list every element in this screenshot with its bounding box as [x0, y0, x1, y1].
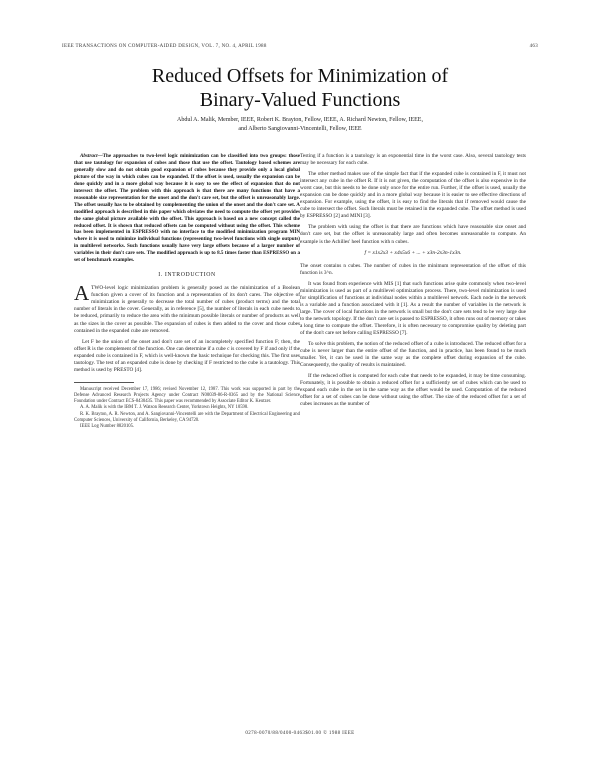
intro-paragraph-2: Let F be the union of the onset and don't care set of an incompletely specified function F; then, the offset R is the complement of the function. One can determine if a cube c is covered by F if and only if the expanded cube is contained in F, which is well-known the basic technique for checking this. The first uses tautology. The test of an expanded cube is done by checking if F restricted to the cube is a tautology. This method is used by PRESTO [4]. — [74, 338, 300, 373]
author-block — [100, 116, 500, 134]
intro-p1-text: TWO-level logic minimization problem is generally posed as the minimization of a Boolean function given a cover of its function and a representation of its don't cares. The objective of minimization is generally to decrease the total number of cubes (product terms) and the total number of literals in the cover. Generally, as in reference [5], the number of literals in each cube needs to be reduced, primarily to reduce the area with the minimum possible literals or number of products as well as the sizes in the cover as possible. The expansion of cubes is then added to the cover and those cubes contained in the expanded cube are removed. — [74, 285, 300, 334]
footnote-received: Manuscript received December 17, 1986; revised November 12, 1987. This work was supported in part by the Defense Advanced Research Projects Agency under Contract N00039-86-R-0365 and by the National Science Foundation under Contract ECS-8430435. This paper was recommended by Associate Editor K. Keutzer. — [74, 386, 300, 405]
left-column — [74, 153, 300, 430]
page-number: 463 — [529, 44, 538, 49]
equation: f = x1x2x3 + x4x5x6 + ... + x3n-2x3n-1x3n. — [364, 249, 462, 256]
right-column — [300, 153, 526, 413]
drop-cap: A — [74, 281, 90, 306]
authors-line-2: and Alberto Sangiovanni-Vincentelli, Fellow, IEEE — [238, 126, 362, 132]
authors-line-1: Abdul A. Malik, Member, IEEE, Robert K. Brayton, Fellow, IEEE, A. Richard Newton, Fellow, IEEE, — [177, 117, 423, 123]
introduction — [74, 281, 300, 374]
right-paragraph-3: The problem with using the offset is that there are functions which have reasonable size onset and don't care set, but the offset is unreasonably large and often becomes unreasonable to compute. An example is the Achilles' heel function with n cubes. — [300, 224, 526, 245]
section-heading: I. INTRODUCTION — [158, 272, 216, 279]
footnote-berkeley: R. K. Brayton, A. R. Newton, and A. Sangiovanni-Vincentelli are with the Department of Electrical Engineering and Computer Sciences, University of California, Berkeley, CA 94720. — [74, 411, 300, 423]
right-paragraph-2: The other method makes use of the simple fact that if the expanded cube is contained in F, it must not intersect any cube in the offset R. If it is not given, the computation of the offset is also expensive in the worst case, but this needs to be done only once for the entire run. Further, if the offset is used, usually the expansion can be done quickly and in a more global way because it is easier to see effective directions of expansion. For example, using the offset, it is easy to find the literals that if removed would cause the cube to intersect the offset. Such literals must be retained in the expanded cube. The offset method is used by ESPRESSO [2] and MINI [3]. — [300, 171, 526, 220]
right-paragraph-4: The onset contains n cubes. The number of cubes in the minimum representation of the offset of this function is 3^n. — [300, 262, 526, 276]
footnote-log-number: IEEE Log Number 8820105. — [80, 424, 135, 430]
right-paragraph-5: It was found from experience with MIS [1] that such functions arise quite commonly when two-level minimization is used as part of a multilevel optimization process. There, two-level minimization is used for simplification of functions at individual nodes within a multilevel network. Each node in the network is a variable and a function associated with it [1]. As a result the number of variables in the network is large. The cover of local functions in the network is small but the don't care sets tend to be very large due to the network topology. If the don't care set is passed to ESPRESSO, it often runs out of memory or takes a long time to compute the offset. Therefore, it is often necessary to compromise quality by deleting part of the don't care set before calling ESPRESSO [7]. — [300, 280, 526, 337]
running-header — [62, 44, 538, 49]
paper-title — [0, 64, 600, 112]
title-line-2: Binary-Valued Functions — [199, 89, 401, 111]
footnote-malik: A. A. Malik is with the IBM T. J. Watson Research Center, Yorktown Heights, NY 10598. — [80, 405, 249, 411]
abstract-text: —The approaches to two-level logic minimization can be classified into two groups: those that use tautology for expansion of cubes and those that use the offset. Tautology based schemes are generally slow and do not obtain good expansion of cubes because they provide only a local global picture of the way in which cubes can be expanded. If the offset is used, usually the expansion can be done quickly and in a more global way because it is easy to see the effect of expansion that do not intersect the offset. The problem with this approach is that there are many functions that have a reasonable size representation for the onset and the don't care set, but the offset is unreasonably large. The offset usually has to be obtained by complementing the union of the onset and the don't care set. A modified approach is described in this paper which obviates the need to compute the offset yet provides the same global picture available with the offset. This approach is based on a new concept called the reduced offset. It is shown that reduced offsets can be computed without using the offset. This scheme has been implemented in ESPRESSO with no interface to the modified minimization program MIN where it is used to minimize individual functions (representing two-level functions with single outputs) in multilevel networks. Such functions usually have very large offsets because of a larger number of variables in their don't care sets. The modified approach is up to 8.5 times faster than ESPRESSO on a set of benchmark examples. — [74, 153, 300, 264]
right-paragraph-7: If the reduced offset is computed for each cube that needs to be expanded, it may be time consuming. Fortunately, it is possible to obtain a reduced offset for a sufficiently set of cubes which can be used to expand each cube in the set in the same way as the offset would be used. Computation of the reduced offset for a set of cubes can be done without using the offset. The size of the reduced offset for a set of cubes increases as the number of — [300, 373, 526, 408]
abstract-lead: Abstract — [80, 153, 98, 159]
title-line-1: Reduced Offsets for Minimization of — [151, 65, 449, 87]
footnote-divider — [74, 382, 134, 383]
intro-paragraph-1 — [74, 281, 300, 334]
right-paragraph-1: Testing if a function is a tautology is an exponential time in the worst case. Also, several tautology tests may be necessary for each cube. — [300, 153, 526, 167]
copyright-footer: 0278-0070/88/0400-0463$01.00 © 1988 IEEE — [245, 731, 355, 736]
right-paragraph-6: To solve this problem, the notion of the reduced offset of a cube is introduced. The reduced offset for a cube is never larger than the entire offset of the function, and in practice, has been found to be much smaller. Yet, it can be used in the same way as the complete offset during expansion of the cube. Consequently, the quality of results is maintained. — [300, 341, 526, 369]
journal-header: IEEE TRANSACTIONS ON COMPUTER-AIDED DESIGN, VOL. 7, NO. 4, APRIL 1988 — [62, 44, 267, 49]
abstract — [74, 153, 300, 264]
